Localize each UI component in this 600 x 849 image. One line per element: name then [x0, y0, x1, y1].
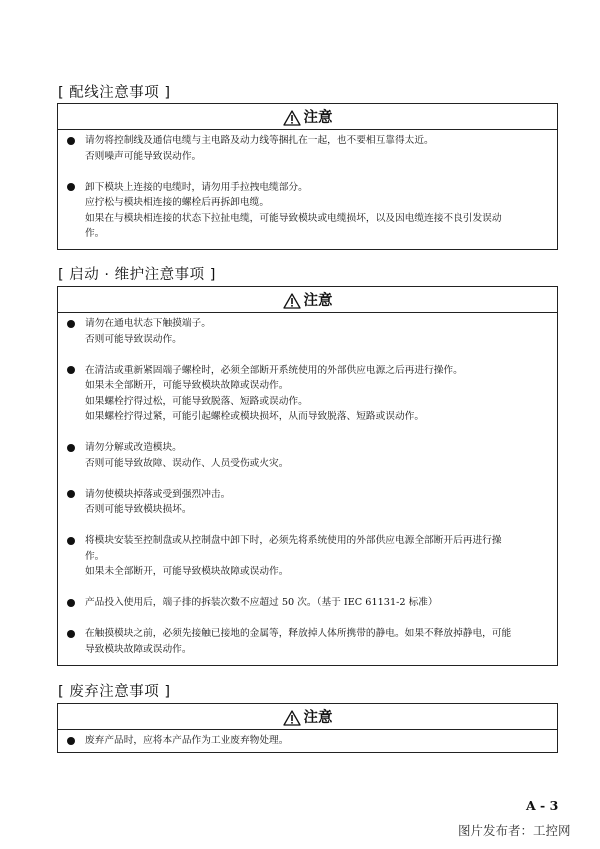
caution-header [58, 104, 557, 130]
caution-item-line: 作。 [85, 228, 105, 239]
section-title: [ 配线注意事项 ] [58, 85, 171, 101]
caution-item-line: 将模块安装至控制盘或从控制盘中卸下时，必须先将系统使用的外部供应电源全部断开后再进行操 [85, 535, 502, 546]
bullet-dot-icon [67, 490, 75, 498]
caution-item [66, 733, 549, 749]
caution-item [66, 595, 549, 611]
warning-triangle-icon [283, 293, 301, 309]
caution-item-line: 如果未全部断开，可能导致模块故障或误动作。 [85, 566, 289, 577]
bullet-dot-icon [67, 630, 75, 638]
bullet-dot-icon [67, 444, 75, 452]
caution-item-line: 在清洁或重新紧固端子螺栓时，必须全部断开系统使用的外部供应电源之后再进行操作。 [85, 364, 463, 376]
caution-item-line: 如果螺栓拧得过松，可能导致脱落、短路或误动作。 [85, 395, 308, 407]
caution-item [66, 487, 549, 518]
caution-item [66, 133, 549, 164]
caution-item-line: 作。 [85, 550, 105, 562]
caution-item-list [58, 313, 557, 661]
caution-item [66, 533, 549, 580]
caution-item [66, 316, 549, 347]
bullet-dot-icon [67, 737, 75, 745]
caution-item [66, 363, 549, 425]
caution-item-line: 请勿分解或改造模块。 [85, 442, 182, 453]
caution-item-line: 请勿在通电状态下触摸端子。 [85, 318, 211, 329]
caution-item [66, 626, 549, 657]
section-title: [ 废弃注意事项 ] [58, 684, 171, 700]
bullet-dot-icon [67, 366, 75, 374]
caution-item-line: 如果在与模块相连接的状态下拉扯电缆，可能导致模块或电缆损坏，以及因电缆连接不良引发误动 [85, 212, 502, 224]
caution-item-line: 产品投入使用后，端子排的拆装次数不应超过 50 次。（基于 IEC 61131-2 标准） [85, 597, 438, 608]
bullet-dot-icon [67, 183, 75, 191]
caution-header [58, 287, 557, 313]
caution-item-line: 在触摸模块之前，必须先接触已接地的金属等，释放掉人体所携带的静电。如果不释放掉静电，可能 [85, 628, 512, 639]
caution-item-line: 请勿将控制线及通信电缆与主电路及动力线等捆扎在一起，也不要相互靠得太近。 [85, 135, 434, 146]
warning-triangle-icon [283, 110, 301, 126]
section-title: [ 启动 · 维护注意事项 ] [58, 267, 216, 283]
caution-item-line: 请勿使模块掉落或受到强烈冲击。 [85, 488, 231, 500]
watermark-text: 图片发布者：工控网 [458, 823, 571, 838]
bullet-dot-icon [67, 320, 75, 328]
page-number: A - 3 [526, 798, 559, 813]
caution-item-line: 否则噪声可能导致误动作。 [85, 150, 202, 162]
caution-item-list [58, 730, 557, 753]
caution-item-line: 否则可能导致故障、误动作、人员受伤或火灾。 [85, 457, 289, 469]
caution-item-line: 应拧松与模块相连接的螺栓后再拆卸电缆。 [85, 197, 270, 208]
caution-item-line: 如果未全部断开，可能导致模块故障或误动作。 [85, 380, 289, 391]
caution-item-line: 如果螺栓拧得过紧，可能引起螺栓或模块损坏，从而导致脱落、短路或误动作。 [85, 411, 425, 422]
caution-item-line: 导致模块故障或误动作。 [85, 643, 192, 655]
caution-item-line: 否则可能导致误动作。 [85, 333, 182, 345]
caution-item-line: 卸下模块上连接的电缆时，请勿用手拉拽电缆部分。 [85, 181, 308, 193]
bullet-dot-icon [67, 537, 75, 545]
caution-header [58, 704, 557, 730]
bullet-dot-icon [67, 137, 75, 145]
caution-box [57, 103, 558, 250]
caution-item [66, 440, 549, 471]
caution-header-label: 注意 [303, 710, 333, 726]
caution-item-line: 废弃产品时，应将本产品作为工业废弃物处理。 [85, 735, 289, 746]
caution-item-line: 否则可能导致模块损坏。 [85, 504, 192, 515]
caution-item-list [58, 130, 557, 246]
caution-header-label: 注意 [303, 293, 333, 309]
warning-triangle-icon [283, 710, 301, 726]
caution-header-label: 注意 [303, 110, 333, 126]
caution-item [66, 180, 549, 242]
caution-box [57, 286, 558, 666]
caution-box [57, 703, 558, 753]
bullet-dot-icon [67, 599, 75, 607]
